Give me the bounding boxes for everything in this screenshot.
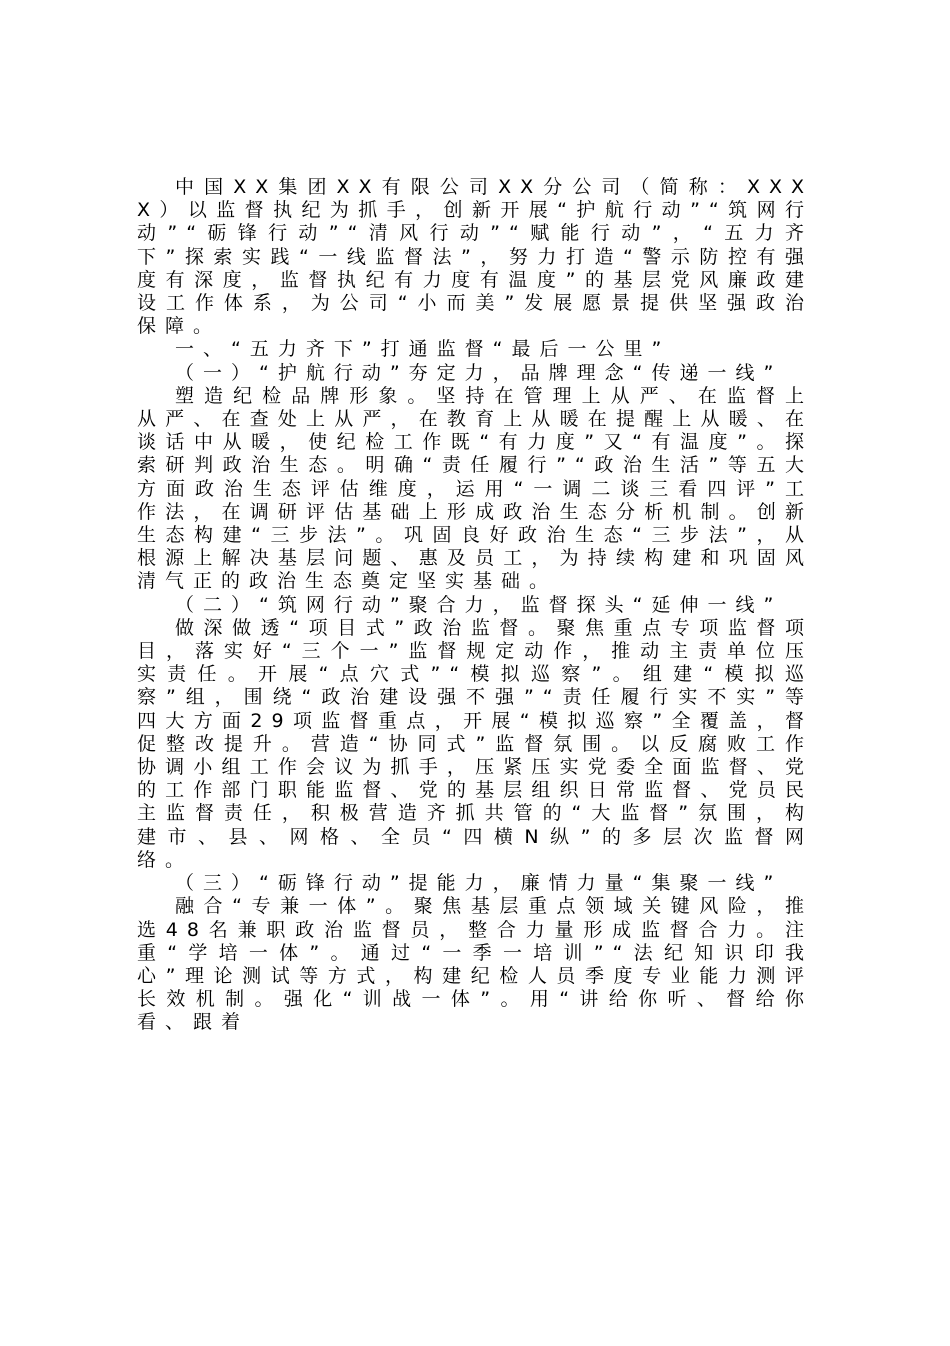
intro-paragraph: 中国XX集团XX有限公司XX分公司（简称：XXXX）以监督执纪为抓手，创新开展“护航行动”“筑网行动”“砺锋行动”“清风行动”“赋能行动”，“五力齐下”探索实践“一线监督法”，努力打造“警示防控有强度有深度，监督执纪有力度有温度”的基层党风廉政建设工作体系，为公司“小而美”发展愿景提供坚强政治保障。: [137, 176, 813, 338]
section-heading-1: 一、“五力齐下”打通监督“最后一公里”: [175, 338, 671, 361]
document-body: [137, 176, 813, 1035]
subsection-heading-2: （二）“筑网行动”聚合力，监督探头“延伸一线”: [175, 593, 783, 616]
subsection-heading-3: （三）“砺锋行动”提能力，廉情力量“集聚一线”: [175, 872, 783, 895]
subsection-body-2: 做深做透“项目式”政治监督。聚焦重点专项监督项目，落实好“三个一”监督规定动作，推动主责单位压实责任。开展“点穴式”“模拟巡察”。组建“模拟巡察”组，围绕“政治建设强不强”“责任履行实不实”等四大方面29项监督重点，开展“模拟巡察”全覆盖，督促整改提升。营造“协同式”监督氛围。以反腐败工作协调小组工作会议为抓手，压紧压实党委全面监督、党的工作部门职能监督、党的基层组织日常监督、党员民主监督责任，积极营造齐抓共管的“大监督”氛围，构建市、县、网格、全员“四横N纵”的多层次监督网络。: [137, 616, 813, 871]
subsection-heading-1: （一）“护航行动”夯定力，品牌理念“传递一线”: [175, 361, 783, 384]
subsection-body-1: 塑造纪检品牌形象。坚持在管理上从严、在监督上从严、在查处上从严，在教育上从暖在提醒上从暖、在谈话中从暖，使纪检工作既“有力度”又“有温度”。探索研判政治生态。明确“责任履行”“政治生活”等五大方面政治生态评估维度，运用“一调二谈三看四评”工作法，在调研评估基础上形成政治生态分析机制。创新生态构建“三步法”。巩固良好政治生态“三步法”，从根源上解决基层问题、惠及员工，为持续构建和巩固风清气正的政治生态奠定坚实基础。: [137, 384, 813, 593]
subsection-body-3: 融合“专兼一体”。聚焦基层重点领域关键风险，推选48名兼职政治监督员，整合力量形成监督合力。注重“学培一体”。通过“一季一培训”“法纪知识印我心”理论测试等方式，构建纪检人员季度专业能力测评长效机制。强化“训战一体”。用“讲给你听、督给你看、跟着: [137, 895, 813, 1034]
